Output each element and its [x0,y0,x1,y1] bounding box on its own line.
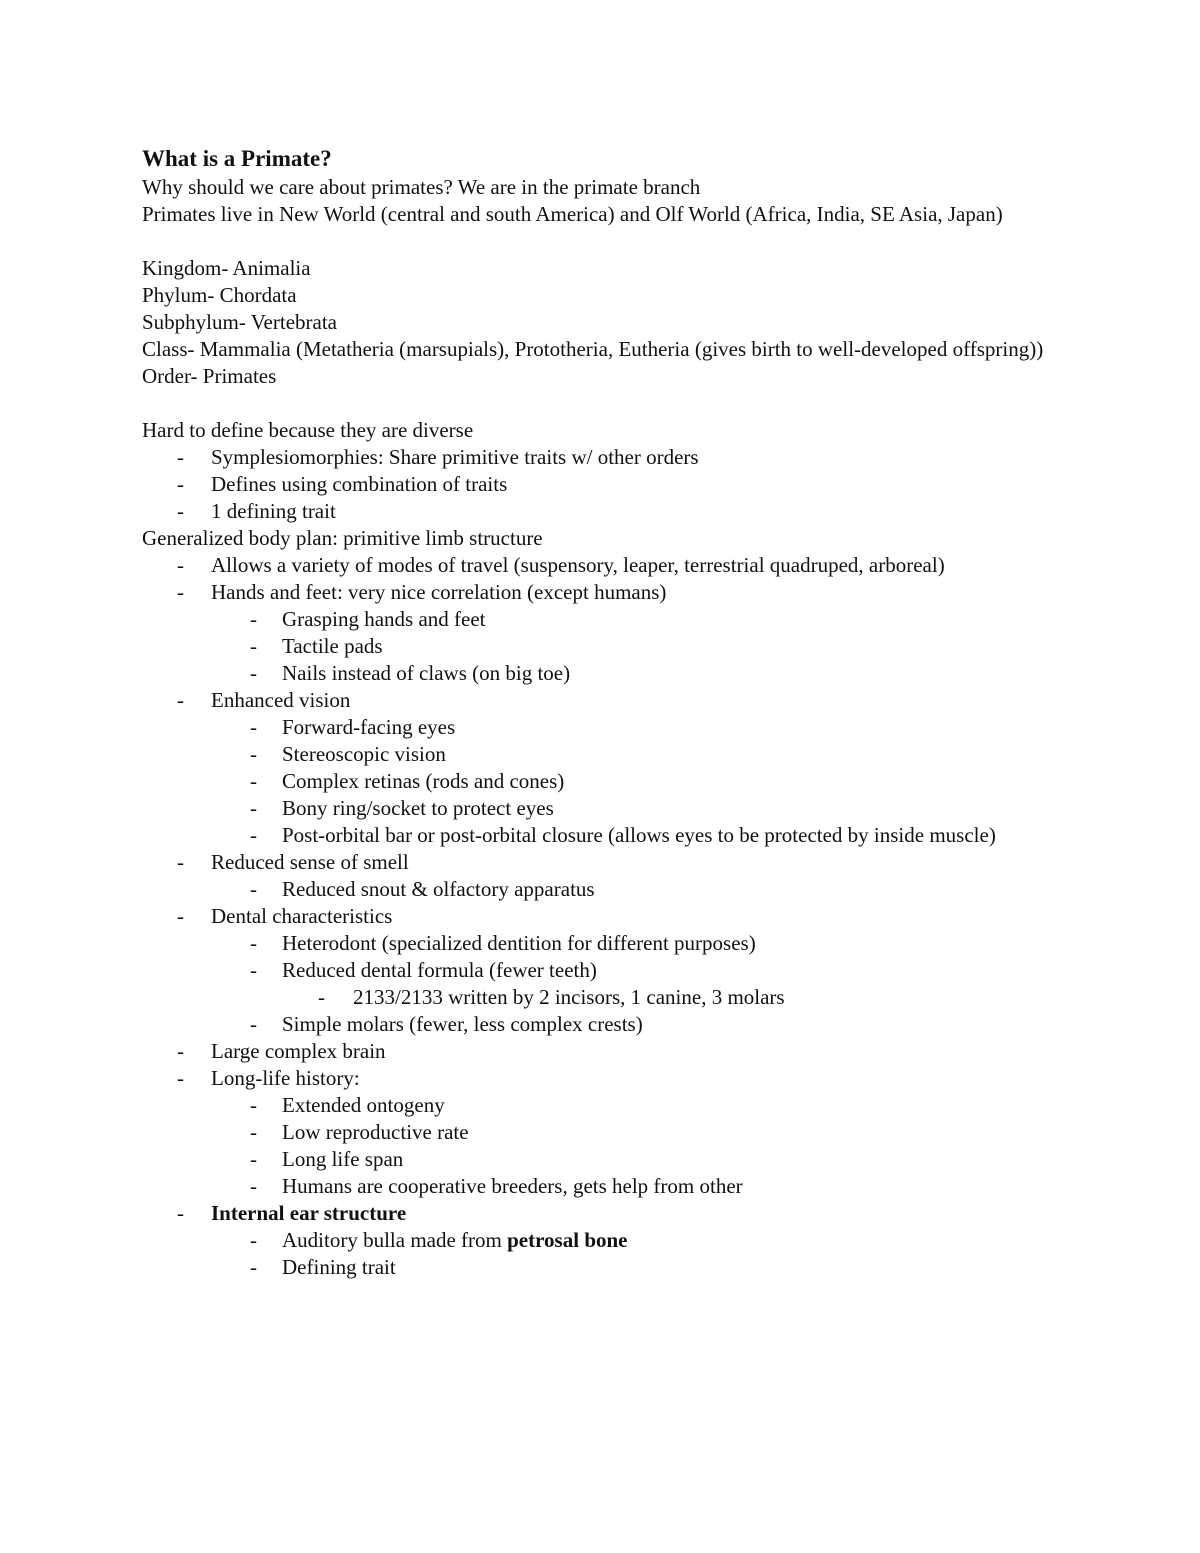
list-item: - Reduced dental formula (fewer teeth) [250,958,597,982]
dash-bullet: - [177,688,184,712]
sub-bullet-list [142,1011,1072,1038]
bullet-list [142,903,1072,930]
dash-bullet: - [177,904,184,928]
list-item: - Tactile pads [250,634,383,658]
dash-bullet: - [250,931,257,955]
list-item: - Humans are cooperative breeders, gets help from other [250,1174,743,1198]
dash-bullet: - [177,1066,184,1090]
taxonomy-line: Phylum- Chordata [142,283,297,307]
dash-bullet: - [250,1228,257,1252]
dash-bullet: - [177,553,184,577]
intro-line: Why should we care about primates? We are in the primate branch [142,175,701,199]
taxonomy-line: Class- Mammalia (Metatheria (marsupials), Prototheria, Eutheria (gives birth to well-developed offspring)) [142,337,1044,361]
list-item: - 1 defining trait [177,499,336,523]
taxonomy-line: Subphylum- Vertebrata [142,310,337,334]
list-item: - Long life span [250,1147,404,1171]
dash-bullet: - [250,742,257,766]
list-item: - Extended ontogeny [250,1093,445,1117]
sub-bullet-list [142,714,1072,849]
page-title: What is a Primate? [142,146,332,171]
list-item: - Simple molars (fewer, less complex crests) [250,1012,643,1036]
dash-bullet: - [250,1174,257,1198]
intro-line: Primates live in New World (central and south America) and Olf World (Africa, India, SE Asia, Japan) [142,202,1003,226]
list-item: - Complex retinas (rods and cones) [250,769,565,793]
dash-bullet: - [250,634,257,658]
document-page [142,144,1072,1281]
sub-bullet-list [142,1227,1072,1281]
list-item: - Defining trait [250,1255,396,1279]
bullet-list [142,849,1072,876]
bullet-list [142,687,1072,714]
section-heading: Hard to define because they are diverse [142,418,474,442]
bullet-list [142,1200,1072,1227]
blank-line [142,390,1072,417]
list-item: - Defines using combination of traits [177,472,508,496]
list-item: - Dental characteristics [177,904,393,928]
taxonomy-line: Order- Primates [142,364,277,388]
taxonomy-line: Kingdom- Animalia [142,256,311,280]
bullet-list [142,444,1072,525]
dash-bullet: - [177,1201,184,1225]
list-item: - Stereoscopic vision [250,742,446,766]
dash-bullet: - [250,715,257,739]
list-item: - Forward-facing eyes [250,715,456,739]
list-item: - Heterodont (specialized dentition for different purposes) [250,931,756,955]
list-item: - Post-orbital bar or post-orbital closure (allows eyes to be protected by inside muscle) [250,823,996,847]
bold-term: petrosal bone [507,1228,628,1252]
list-item: - Auditory bulla made from petrosal bone [250,1228,628,1252]
dash-bullet: - [177,472,184,496]
list-item: - Low reproductive rate [250,1120,469,1144]
dash-bullet: - [250,1093,257,1117]
dash-bullet: - [250,769,257,793]
list-item: - Grasping hands and feet [250,607,486,631]
list-item: - Reduced sense of smell [177,850,409,874]
list-item: - Long-life history: [177,1066,360,1090]
list-item [142,1200,1072,1227]
dash-bullet: - [250,661,257,685]
list-item: - Nails instead of claws (on big toe) [250,661,571,685]
list-item: - Enhanced vision [177,688,351,712]
dash-bullet: - [250,1147,257,1171]
sub-bullet-list [142,930,1072,984]
sub-bullet-list [142,876,1072,903]
sub-sub-bullet-list [142,984,1072,1011]
dash-bullet: - [177,1039,184,1063]
dash-bullet: - [250,823,257,847]
list-item: - Symplesiomorphies: Share primitive traits w/ other orders [177,445,699,469]
list-item: - Reduced snout & olfactory apparatus [250,877,595,901]
dash-bullet: - [250,1012,257,1036]
dash-bullet: - [250,1120,257,1144]
dash-bullet: - [177,850,184,874]
dash-bullet: - [250,1255,257,1279]
list-item: - 2133/2133 written by 2 incisors, 1 canine, 3 molars [318,985,785,1009]
dash-bullet: - [250,796,257,820]
list-item: - Large complex brain [177,1039,386,1063]
blank-line [142,228,1072,255]
dash-bullet: - [250,958,257,982]
bullet-list [142,552,1072,606]
dash-bullet: - [177,580,184,604]
list-item: - Hands and feet: very nice correlation (except humans) [177,580,667,604]
section-heading: Generalized body plan: primitive limb structure [142,526,543,550]
sub-bullet-list [142,1092,1072,1200]
sub-bullet-list [142,606,1072,687]
dash-bullet: - [250,877,257,901]
list-item: - Bony ring/socket to protect eyes [250,796,554,820]
bold-heading: Internal ear structure [211,1201,407,1225]
dash-bullet: - [177,445,184,469]
bullet-list [142,1038,1072,1092]
dash-bullet: - [177,499,184,523]
list-item: - Allows a variety of modes of travel (suspensory, leaper, terrestrial quadruped, arboreal) [177,553,945,577]
dash-bullet: - [318,985,325,1009]
dash-bullet: - [250,607,257,631]
